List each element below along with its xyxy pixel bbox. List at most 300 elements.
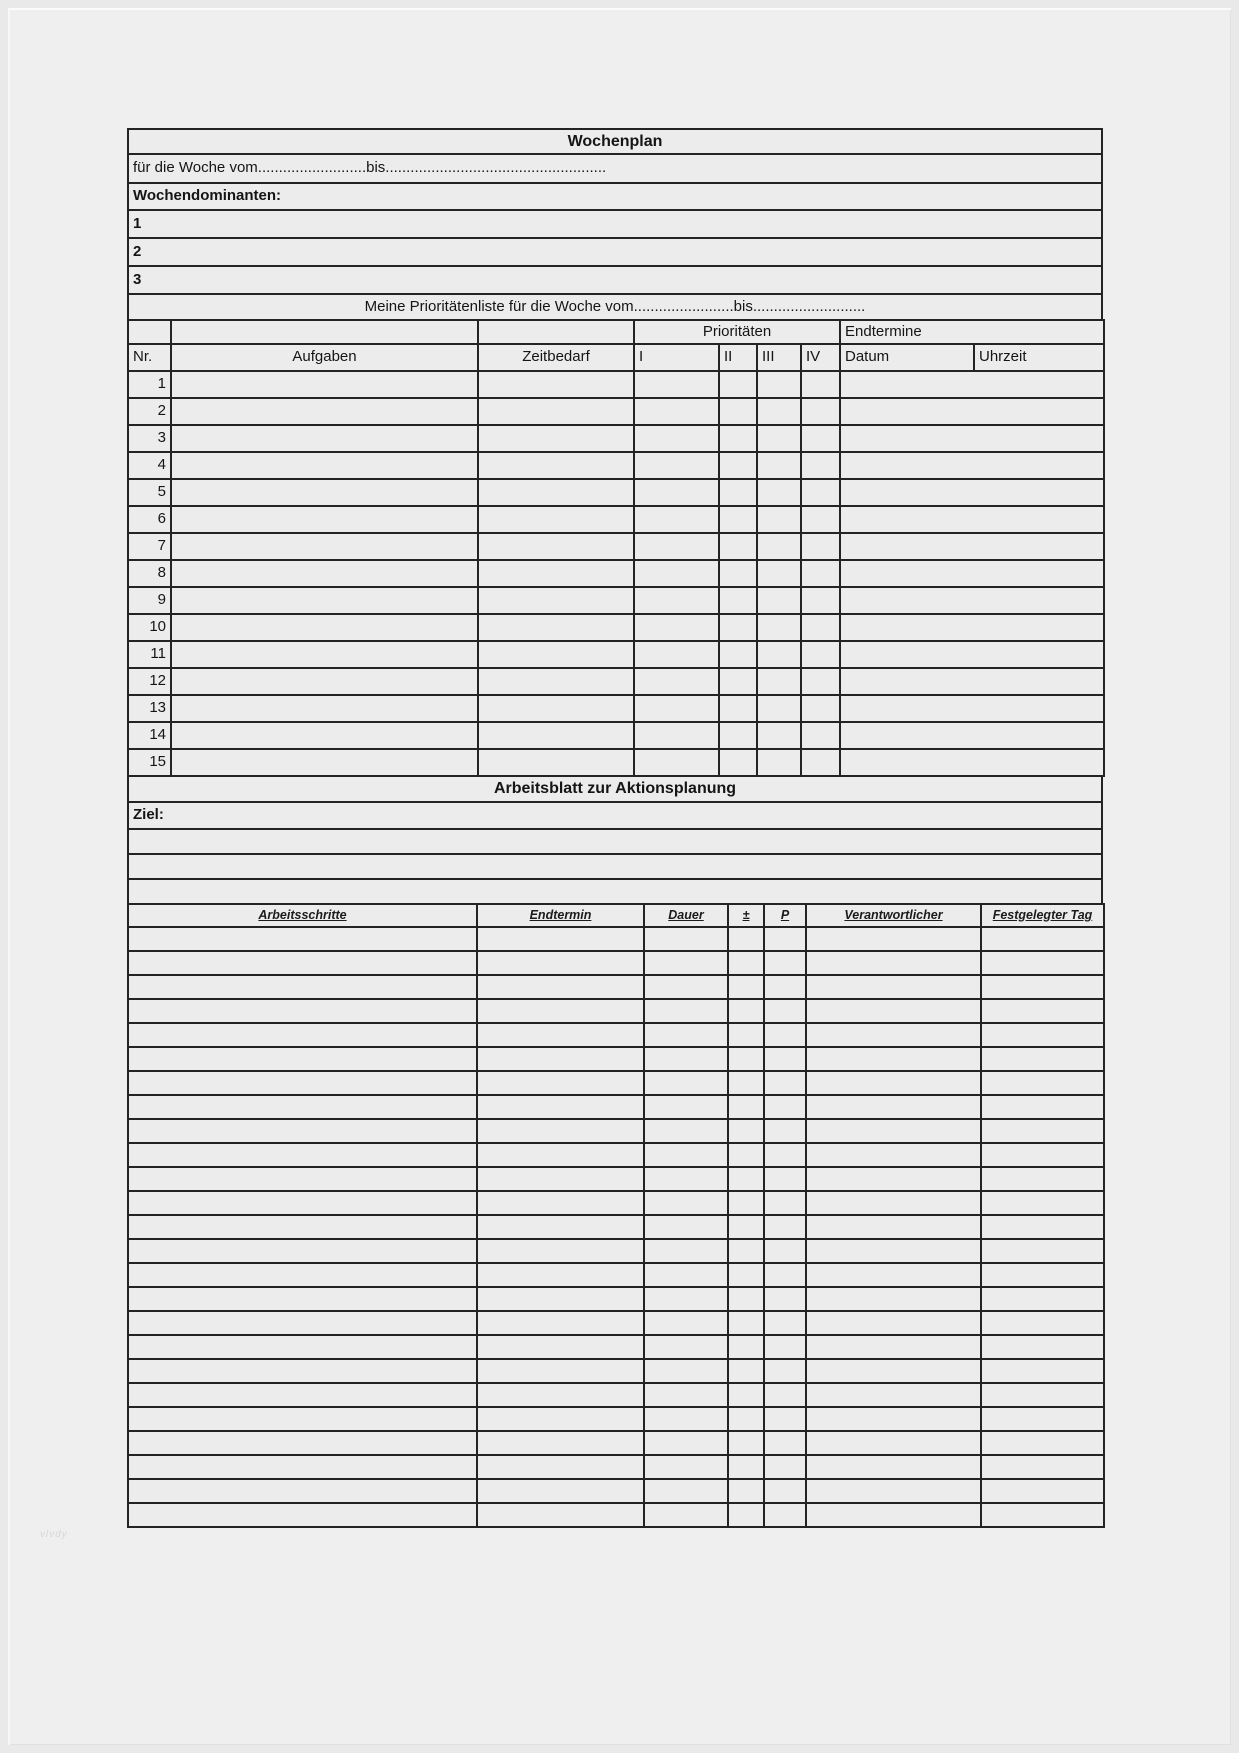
task-aufgaben-cell[interactable] [171, 425, 478, 452]
action-p-cell[interactable] [764, 1503, 806, 1527]
action-arbeitsschritt-cell[interactable] [128, 975, 477, 999]
action-arbeitsschritt-cell[interactable] [128, 1335, 477, 1359]
task-prio-1-cell[interactable] [634, 668, 719, 695]
action-plusminus-cell[interactable] [728, 1239, 764, 1263]
action-plusminus-cell[interactable] [728, 975, 764, 999]
action-dauer-cell[interactable] [644, 1239, 728, 1263]
task-prio-3-cell[interactable] [757, 587, 801, 614]
action-p-cell[interactable] [764, 1335, 806, 1359]
task-endtermin-cell[interactable] [840, 425, 1104, 452]
action-p-cell[interactable] [764, 1071, 806, 1095]
action-p-cell[interactable] [764, 927, 806, 951]
task-prio-1-cell[interactable] [634, 398, 719, 425]
task-prio-4-cell[interactable] [801, 398, 840, 425]
action-verantwortlicher-cell[interactable] [806, 1167, 981, 1191]
task-endtermin-cell[interactable] [840, 371, 1104, 398]
dominant-row[interactable] [128, 238, 1102, 266]
action-arbeitsschritt-cell[interactable] [128, 1455, 477, 1479]
action-plusminus-cell[interactable] [728, 1335, 764, 1359]
action-dauer-cell[interactable] [644, 1095, 728, 1119]
action-dauer-cell[interactable] [644, 1287, 728, 1311]
task-prio-2-cell[interactable] [719, 371, 757, 398]
task-zeitbedarf-cell[interactable] [478, 398, 634, 425]
action-endtermin-cell[interactable] [477, 1047, 644, 1071]
action-p-cell[interactable] [764, 1023, 806, 1047]
action-festgelegter-tag-cell[interactable] [981, 1023, 1104, 1047]
task-aufgaben-cell[interactable] [171, 560, 478, 587]
action-p-cell[interactable] [764, 1143, 806, 1167]
action-plusminus-cell[interactable] [728, 1071, 764, 1095]
task-endtermin-cell[interactable] [840, 722, 1104, 749]
action-verantwortlicher-cell[interactable] [806, 1047, 981, 1071]
task-prio-1-cell[interactable] [634, 749, 719, 776]
task-zeitbedarf-cell[interactable] [478, 587, 634, 614]
action-arbeitsschritt-cell[interactable] [128, 1503, 477, 1527]
action-verantwortlicher-cell[interactable] [806, 1431, 981, 1455]
action-dauer-cell[interactable] [644, 975, 728, 999]
action-dauer-cell[interactable] [644, 1023, 728, 1047]
task-prio-1-cell[interactable] [634, 695, 719, 722]
action-dauer-cell[interactable] [644, 1479, 728, 1503]
action-arbeitsschritt-cell[interactable] [128, 1191, 477, 1215]
action-verantwortlicher-cell[interactable] [806, 1335, 981, 1359]
action-plusminus-cell[interactable] [728, 1023, 764, 1047]
task-prio-1-cell[interactable] [634, 587, 719, 614]
action-festgelegter-tag-cell[interactable] [981, 975, 1104, 999]
action-plusminus-cell[interactable] [728, 1407, 764, 1431]
action-verantwortlicher-cell[interactable] [806, 1383, 981, 1407]
task-endtermin-cell[interactable] [840, 641, 1104, 668]
task-prio-4-cell[interactable] [801, 641, 840, 668]
task-prio-4-cell[interactable] [801, 479, 840, 506]
task-zeitbedarf-cell[interactable] [478, 641, 634, 668]
action-endtermin-cell[interactable] [477, 1023, 644, 1047]
action-festgelegter-tag-cell[interactable] [981, 1383, 1104, 1407]
action-p-cell[interactable] [764, 1407, 806, 1431]
task-prio-1-cell[interactable] [634, 452, 719, 479]
task-zeitbedarf-cell[interactable] [478, 506, 634, 533]
task-prio-3-cell[interactable] [757, 614, 801, 641]
task-zeitbedarf-cell[interactable] [478, 533, 634, 560]
action-endtermin-cell[interactable] [477, 1431, 644, 1455]
action-verantwortlicher-cell[interactable] [806, 1023, 981, 1047]
action-dauer-cell[interactable] [644, 1119, 728, 1143]
task-prio-4-cell[interactable] [801, 695, 840, 722]
action-arbeitsschritt-cell[interactable] [128, 1383, 477, 1407]
action-verantwortlicher-cell[interactable] [806, 1095, 981, 1119]
task-prio-3-cell[interactable] [757, 560, 801, 587]
action-dauer-cell[interactable] [644, 1311, 728, 1335]
week-range-line[interactable]: für die Woche vom..........................bis..................................................... [128, 154, 1102, 183]
task-prio-2-cell[interactable] [719, 425, 757, 452]
action-plusminus-cell[interactable] [728, 1119, 764, 1143]
action-arbeitsschritt-cell[interactable] [128, 1023, 477, 1047]
task-aufgaben-cell[interactable] [171, 722, 478, 749]
action-plusminus-cell[interactable] [728, 1383, 764, 1407]
action-verantwortlicher-cell[interactable] [806, 1263, 981, 1287]
action-dauer-cell[interactable] [644, 1215, 728, 1239]
action-festgelegter-tag-cell[interactable] [981, 1503, 1104, 1527]
action-p-cell[interactable] [764, 1191, 806, 1215]
action-plusminus-cell[interactable] [728, 1455, 764, 1479]
action-endtermin-cell[interactable] [477, 1287, 644, 1311]
action-p-cell[interactable] [764, 1167, 806, 1191]
task-aufgaben-cell[interactable] [171, 668, 478, 695]
action-festgelegter-tag-cell[interactable] [981, 1455, 1104, 1479]
action-plusminus-cell[interactable] [728, 1143, 764, 1167]
task-endtermin-cell[interactable] [840, 695, 1104, 722]
task-prio-2-cell[interactable] [719, 533, 757, 560]
task-prio-3-cell[interactable] [757, 533, 801, 560]
task-prio-1-cell[interactable] [634, 479, 719, 506]
action-p-cell[interactable] [764, 1119, 806, 1143]
task-prio-1-cell[interactable] [634, 425, 719, 452]
action-festgelegter-tag-cell[interactable] [981, 1119, 1104, 1143]
task-prio-2-cell[interactable] [719, 695, 757, 722]
action-festgelegter-tag-cell[interactable] [981, 1359, 1104, 1383]
task-zeitbedarf-cell[interactable] [478, 695, 634, 722]
action-dauer-cell[interactable] [644, 1383, 728, 1407]
task-endtermin-cell[interactable] [840, 560, 1104, 587]
action-p-cell[interactable] [764, 1383, 806, 1407]
action-verantwortlicher-cell[interactable] [806, 927, 981, 951]
task-prio-3-cell[interactable] [757, 371, 801, 398]
action-dauer-cell[interactable] [644, 1455, 728, 1479]
task-endtermin-cell[interactable] [840, 749, 1104, 776]
action-p-cell[interactable] [764, 1215, 806, 1239]
action-festgelegter-tag-cell[interactable] [981, 1407, 1104, 1431]
action-p-cell[interactable] [764, 1095, 806, 1119]
task-zeitbedarf-cell[interactable] [478, 479, 634, 506]
action-endtermin-cell[interactable] [477, 1407, 644, 1431]
action-endtermin-cell[interactable] [477, 1215, 644, 1239]
task-zeitbedarf-cell[interactable] [478, 722, 634, 749]
action-dauer-cell[interactable] [644, 1191, 728, 1215]
task-aufgaben-cell[interactable] [171, 533, 478, 560]
action-plusminus-cell[interactable] [728, 1287, 764, 1311]
task-prio-4-cell[interactable] [801, 587, 840, 614]
task-zeitbedarf-cell[interactable] [478, 425, 634, 452]
task-prio-2-cell[interactable] [719, 479, 757, 506]
action-verantwortlicher-cell[interactable] [806, 1407, 981, 1431]
task-nr-cell: 2 [128, 398, 171, 425]
task-prio-1-cell[interactable] [634, 722, 719, 749]
goal-empty-cell[interactable] [128, 879, 1102, 904]
dominant-row[interactable] [128, 210, 1102, 238]
action-dauer-cell[interactable] [644, 1359, 728, 1383]
action-festgelegter-tag-cell[interactable] [981, 1143, 1104, 1167]
action-p-cell[interactable] [764, 1431, 806, 1455]
task-prio-4-cell[interactable] [801, 560, 840, 587]
action-festgelegter-tag-cell[interactable] [981, 1215, 1104, 1239]
task-nr-cell: 3 [128, 425, 171, 452]
action-arbeitsschritt-cell[interactable] [128, 1287, 477, 1311]
action-endtermin-cell[interactable] [477, 975, 644, 999]
task-prio-3-cell[interactable] [757, 398, 801, 425]
task-endtermin-cell[interactable] [840, 452, 1104, 479]
action-p-cell[interactable] [764, 999, 806, 1023]
task-aufgaben-cell[interactable] [171, 371, 478, 398]
action-endtermin-cell[interactable] [477, 1311, 644, 1335]
action-verantwortlicher-cell[interactable] [806, 1191, 981, 1215]
action-dauer-cell[interactable] [644, 1167, 728, 1191]
action-arbeitsschritt-cell[interactable] [128, 927, 477, 951]
action-p-cell[interactable] [764, 975, 806, 999]
action-arbeitsschritt-cell[interactable] [128, 1215, 477, 1239]
action-dauer-cell[interactable] [644, 1263, 728, 1287]
task-prio-1-cell[interactable] [634, 371, 719, 398]
action-plusminus-cell[interactable] [728, 1191, 764, 1215]
action-festgelegter-tag-cell[interactable] [981, 999, 1104, 1023]
task-prio-2-cell[interactable] [719, 668, 757, 695]
task-prio-2-cell[interactable] [719, 749, 757, 776]
action-endtermin-cell[interactable] [477, 1335, 644, 1359]
task-prio-1-cell[interactable] [634, 533, 719, 560]
action-endtermin-cell[interactable] [477, 1191, 644, 1215]
task-prio-4-cell[interactable] [801, 425, 840, 452]
action-endtermin-cell[interactable] [477, 927, 644, 951]
action-plusminus-cell[interactable] [728, 1167, 764, 1191]
col-header-endtermin: Endtermin [477, 904, 644, 927]
task-prio-3-cell[interactable] [757, 479, 801, 506]
task-prio-3-cell[interactable] [757, 695, 801, 722]
task-prio-1-cell[interactable] [634, 641, 719, 668]
action-festgelegter-tag-cell[interactable] [981, 1071, 1104, 1095]
action-plusminus-cell[interactable] [728, 951, 764, 975]
task-prio-3-cell[interactable] [757, 722, 801, 749]
action-arbeitsschritt-cell[interactable] [128, 1263, 477, 1287]
action-verantwortlicher-cell[interactable] [806, 1071, 981, 1095]
action-arbeitsschritt-cell[interactable] [128, 1095, 477, 1119]
task-prio-4-cell[interactable] [801, 722, 840, 749]
action-endtermin-cell[interactable] [477, 1455, 644, 1479]
task-endtermin-cell[interactable] [840, 398, 1104, 425]
action-endtermin-cell[interactable] [477, 999, 644, 1023]
action-plusminus-cell[interactable] [728, 1263, 764, 1287]
action-plusminus-cell[interactable] [728, 1047, 764, 1071]
action-p-cell[interactable] [764, 951, 806, 975]
task-zeitbedarf-cell[interactable] [478, 668, 634, 695]
goal-empty-row[interactable] [128, 829, 1102, 854]
action-endtermin-cell[interactable] [477, 1263, 644, 1287]
task-endtermin-cell[interactable] [840, 533, 1104, 560]
action-row [128, 927, 1104, 951]
dominant-row[interactable] [128, 266, 1102, 294]
task-prio-4-cell[interactable] [801, 668, 840, 695]
action-verantwortlicher-cell[interactable] [806, 999, 981, 1023]
dominant-row-cell[interactable]: 2 [128, 238, 1102, 266]
goal-empty-cell[interactable] [128, 829, 1102, 854]
action-arbeitsschritt-cell[interactable] [128, 1239, 477, 1263]
action-arbeitsschritt-cell[interactable] [128, 999, 477, 1023]
task-aufgaben-cell[interactable] [171, 452, 478, 479]
task-aufgaben-cell[interactable] [171, 641, 478, 668]
action-endtermin-cell[interactable] [477, 1479, 644, 1503]
action-verantwortlicher-cell[interactable] [806, 1239, 981, 1263]
action-endtermin-cell[interactable] [477, 1359, 644, 1383]
action-arbeitsschritt-cell[interactable] [128, 1047, 477, 1071]
action-dauer-cell[interactable] [644, 1071, 728, 1095]
action-plusminus-cell[interactable] [728, 1095, 764, 1119]
task-zeitbedarf-cell[interactable] [478, 749, 634, 776]
action-endtermin-cell[interactable] [477, 1095, 644, 1119]
task-prio-1-cell[interactable] [634, 506, 719, 533]
task-zeitbedarf-cell[interactable] [478, 452, 634, 479]
action-festgelegter-tag-cell[interactable] [981, 1167, 1104, 1191]
action-arbeitsschritt-cell[interactable] [128, 1143, 477, 1167]
action-plusminus-cell[interactable] [728, 1503, 764, 1527]
dominant-row-cell[interactable]: 3 [128, 266, 1102, 294]
action-plusminus-cell[interactable] [728, 1479, 764, 1503]
task-aufgaben-cell[interactable] [171, 695, 478, 722]
task-zeitbedarf-cell[interactable] [478, 560, 634, 587]
action-p-cell[interactable] [764, 1239, 806, 1263]
task-prio-4-cell[interactable] [801, 749, 840, 776]
action-verantwortlicher-cell[interactable] [806, 1503, 981, 1527]
task-prio-2-cell[interactable] [719, 641, 757, 668]
action-p-cell[interactable] [764, 1047, 806, 1071]
task-prio-2-cell[interactable] [719, 398, 757, 425]
action-dauer-cell[interactable] [644, 1407, 728, 1431]
action-endtermin-cell[interactable] [477, 1383, 644, 1407]
task-endtermin-cell[interactable] [840, 506, 1104, 533]
task-prio-1-cell[interactable] [634, 560, 719, 587]
task-prio-2-cell[interactable] [719, 587, 757, 614]
action-plusminus-cell[interactable] [728, 1431, 764, 1455]
task-prio-2-cell[interactable] [719, 560, 757, 587]
action-endtermin-cell[interactable] [477, 1119, 644, 1143]
task-prio-2-cell[interactable] [719, 722, 757, 749]
action-festgelegter-tag-cell[interactable] [981, 1239, 1104, 1263]
dominant-row-cell[interactable]: 1 [128, 210, 1102, 238]
action-verantwortlicher-cell[interactable] [806, 1119, 981, 1143]
action-p-cell[interactable] [764, 1479, 806, 1503]
task-aufgaben-cell[interactable] [171, 587, 478, 614]
task-endtermin-cell[interactable] [840, 479, 1104, 506]
task-prio-3-cell[interactable] [757, 425, 801, 452]
task-prio-1-cell[interactable] [634, 614, 719, 641]
action-endtermin-cell[interactable] [477, 1239, 644, 1263]
action-plusminus-cell[interactable] [728, 927, 764, 951]
action-verantwortlicher-cell[interactable] [806, 975, 981, 999]
action-dauer-cell[interactable] [644, 999, 728, 1023]
action-dauer-cell[interactable] [644, 1431, 728, 1455]
action-endtermin-cell[interactable] [477, 1167, 644, 1191]
task-aufgaben-cell[interactable] [171, 506, 478, 533]
action-arbeitsschritt-cell[interactable] [128, 1431, 477, 1455]
task-prio-2-cell[interactable] [719, 506, 757, 533]
action-verantwortlicher-cell[interactable] [806, 1359, 981, 1383]
action-festgelegter-tag-cell[interactable] [981, 1191, 1104, 1215]
task-prio-3-cell[interactable] [757, 668, 801, 695]
action-plusminus-cell[interactable] [728, 1359, 764, 1383]
task-prio-4-cell[interactable] [801, 371, 840, 398]
action-arbeitsschritt-cell[interactable] [128, 951, 477, 975]
action-arbeitsschritt-cell[interactable] [128, 1311, 477, 1335]
action-verantwortlicher-cell[interactable] [806, 1143, 981, 1167]
task-endtermin-cell[interactable] [840, 587, 1104, 614]
task-endtermin-cell[interactable] [840, 668, 1104, 695]
action-arbeitsschritt-cell[interactable] [128, 1167, 477, 1191]
task-endtermin-cell[interactable] [840, 614, 1104, 641]
action-endtermin-cell[interactable] [477, 1503, 644, 1527]
action-verantwortlicher-cell[interactable] [806, 1455, 981, 1479]
col-header-prio-3: III [757, 344, 801, 371]
goal-empty-cell[interactable] [128, 854, 1102, 879]
action-verantwortlicher-cell[interactable] [806, 1311, 981, 1335]
action-verantwortlicher-cell[interactable] [806, 1479, 981, 1503]
action-p-cell[interactable] [764, 1311, 806, 1335]
task-prio-2-cell[interactable] [719, 452, 757, 479]
action-endtermin-cell[interactable] [477, 1071, 644, 1095]
action-plusminus-cell[interactable] [728, 1215, 764, 1239]
task-prio-4-cell[interactable] [801, 614, 840, 641]
task-aufgaben-cell[interactable] [171, 398, 478, 425]
task-aufgaben-cell[interactable] [171, 614, 478, 641]
action-p-cell[interactable] [764, 1359, 806, 1383]
task-prio-4-cell[interactable] [801, 506, 840, 533]
action-festgelegter-tag-cell[interactable] [981, 927, 1104, 951]
action-arbeitsschritt-cell[interactable] [128, 1359, 477, 1383]
task-prio-4-cell[interactable] [801, 452, 840, 479]
task-aufgaben-cell[interactable] [171, 749, 478, 776]
task-prio-2-cell[interactable] [719, 614, 757, 641]
action-p-cell[interactable] [764, 1287, 806, 1311]
action-festgelegter-tag-cell[interactable] [981, 1287, 1104, 1311]
action-dauer-cell[interactable] [644, 927, 728, 951]
action-festgelegter-tag-cell[interactable] [981, 1095, 1104, 1119]
action-festgelegter-tag-cell[interactable] [981, 1335, 1104, 1359]
action-plusminus-cell[interactable] [728, 1311, 764, 1335]
task-prio-4-cell[interactable] [801, 533, 840, 560]
action-p-cell[interactable] [764, 1263, 806, 1287]
task-zeitbedarf-cell[interactable] [478, 371, 634, 398]
action-dauer-cell[interactable] [644, 1335, 728, 1359]
task-prio-3-cell[interactable] [757, 506, 801, 533]
action-verantwortlicher-cell[interactable] [806, 951, 981, 975]
action-dauer-cell[interactable] [644, 1503, 728, 1527]
action-endtermin-cell[interactable] [477, 951, 644, 975]
action-festgelegter-tag-cell[interactable] [981, 951, 1104, 975]
action-dauer-cell[interactable] [644, 1143, 728, 1167]
action-dauer-cell[interactable] [644, 1047, 728, 1071]
action-verantwortlicher-cell[interactable] [806, 1287, 981, 1311]
action-festgelegter-tag-cell[interactable] [981, 1479, 1104, 1503]
action-p-cell[interactable] [764, 1455, 806, 1479]
action-arbeitsschritt-cell[interactable] [128, 1119, 477, 1143]
task-nr-cell: 10 [128, 614, 171, 641]
task-prio-3-cell[interactable] [757, 749, 801, 776]
task-aufgaben-cell[interactable] [171, 479, 478, 506]
action-dauer-cell[interactable] [644, 951, 728, 975]
document-page [8, 8, 1231, 1745]
action-arbeitsschritt-cell[interactable] [128, 1479, 477, 1503]
action-endtermin-cell[interactable] [477, 1143, 644, 1167]
action-festgelegter-tag-cell[interactable] [981, 1263, 1104, 1287]
task-prio-3-cell[interactable] [757, 641, 801, 668]
action-plusminus-cell[interactable] [728, 999, 764, 1023]
goal-empty-row[interactable] [128, 854, 1102, 879]
goal-empty-row[interactable] [128, 879, 1102, 904]
action-festgelegter-tag-cell[interactable] [981, 1311, 1104, 1335]
action-arbeitsschritt-cell[interactable] [128, 1071, 477, 1095]
task-prio-3-cell[interactable] [757, 452, 801, 479]
action-festgelegter-tag-cell[interactable] [981, 1047, 1104, 1071]
action-arbeitsschritt-cell[interactable] [128, 1407, 477, 1431]
action-verantwortlicher-cell[interactable] [806, 1215, 981, 1239]
action-festgelegter-tag-cell[interactable] [981, 1431, 1104, 1455]
task-zeitbedarf-cell[interactable] [478, 614, 634, 641]
